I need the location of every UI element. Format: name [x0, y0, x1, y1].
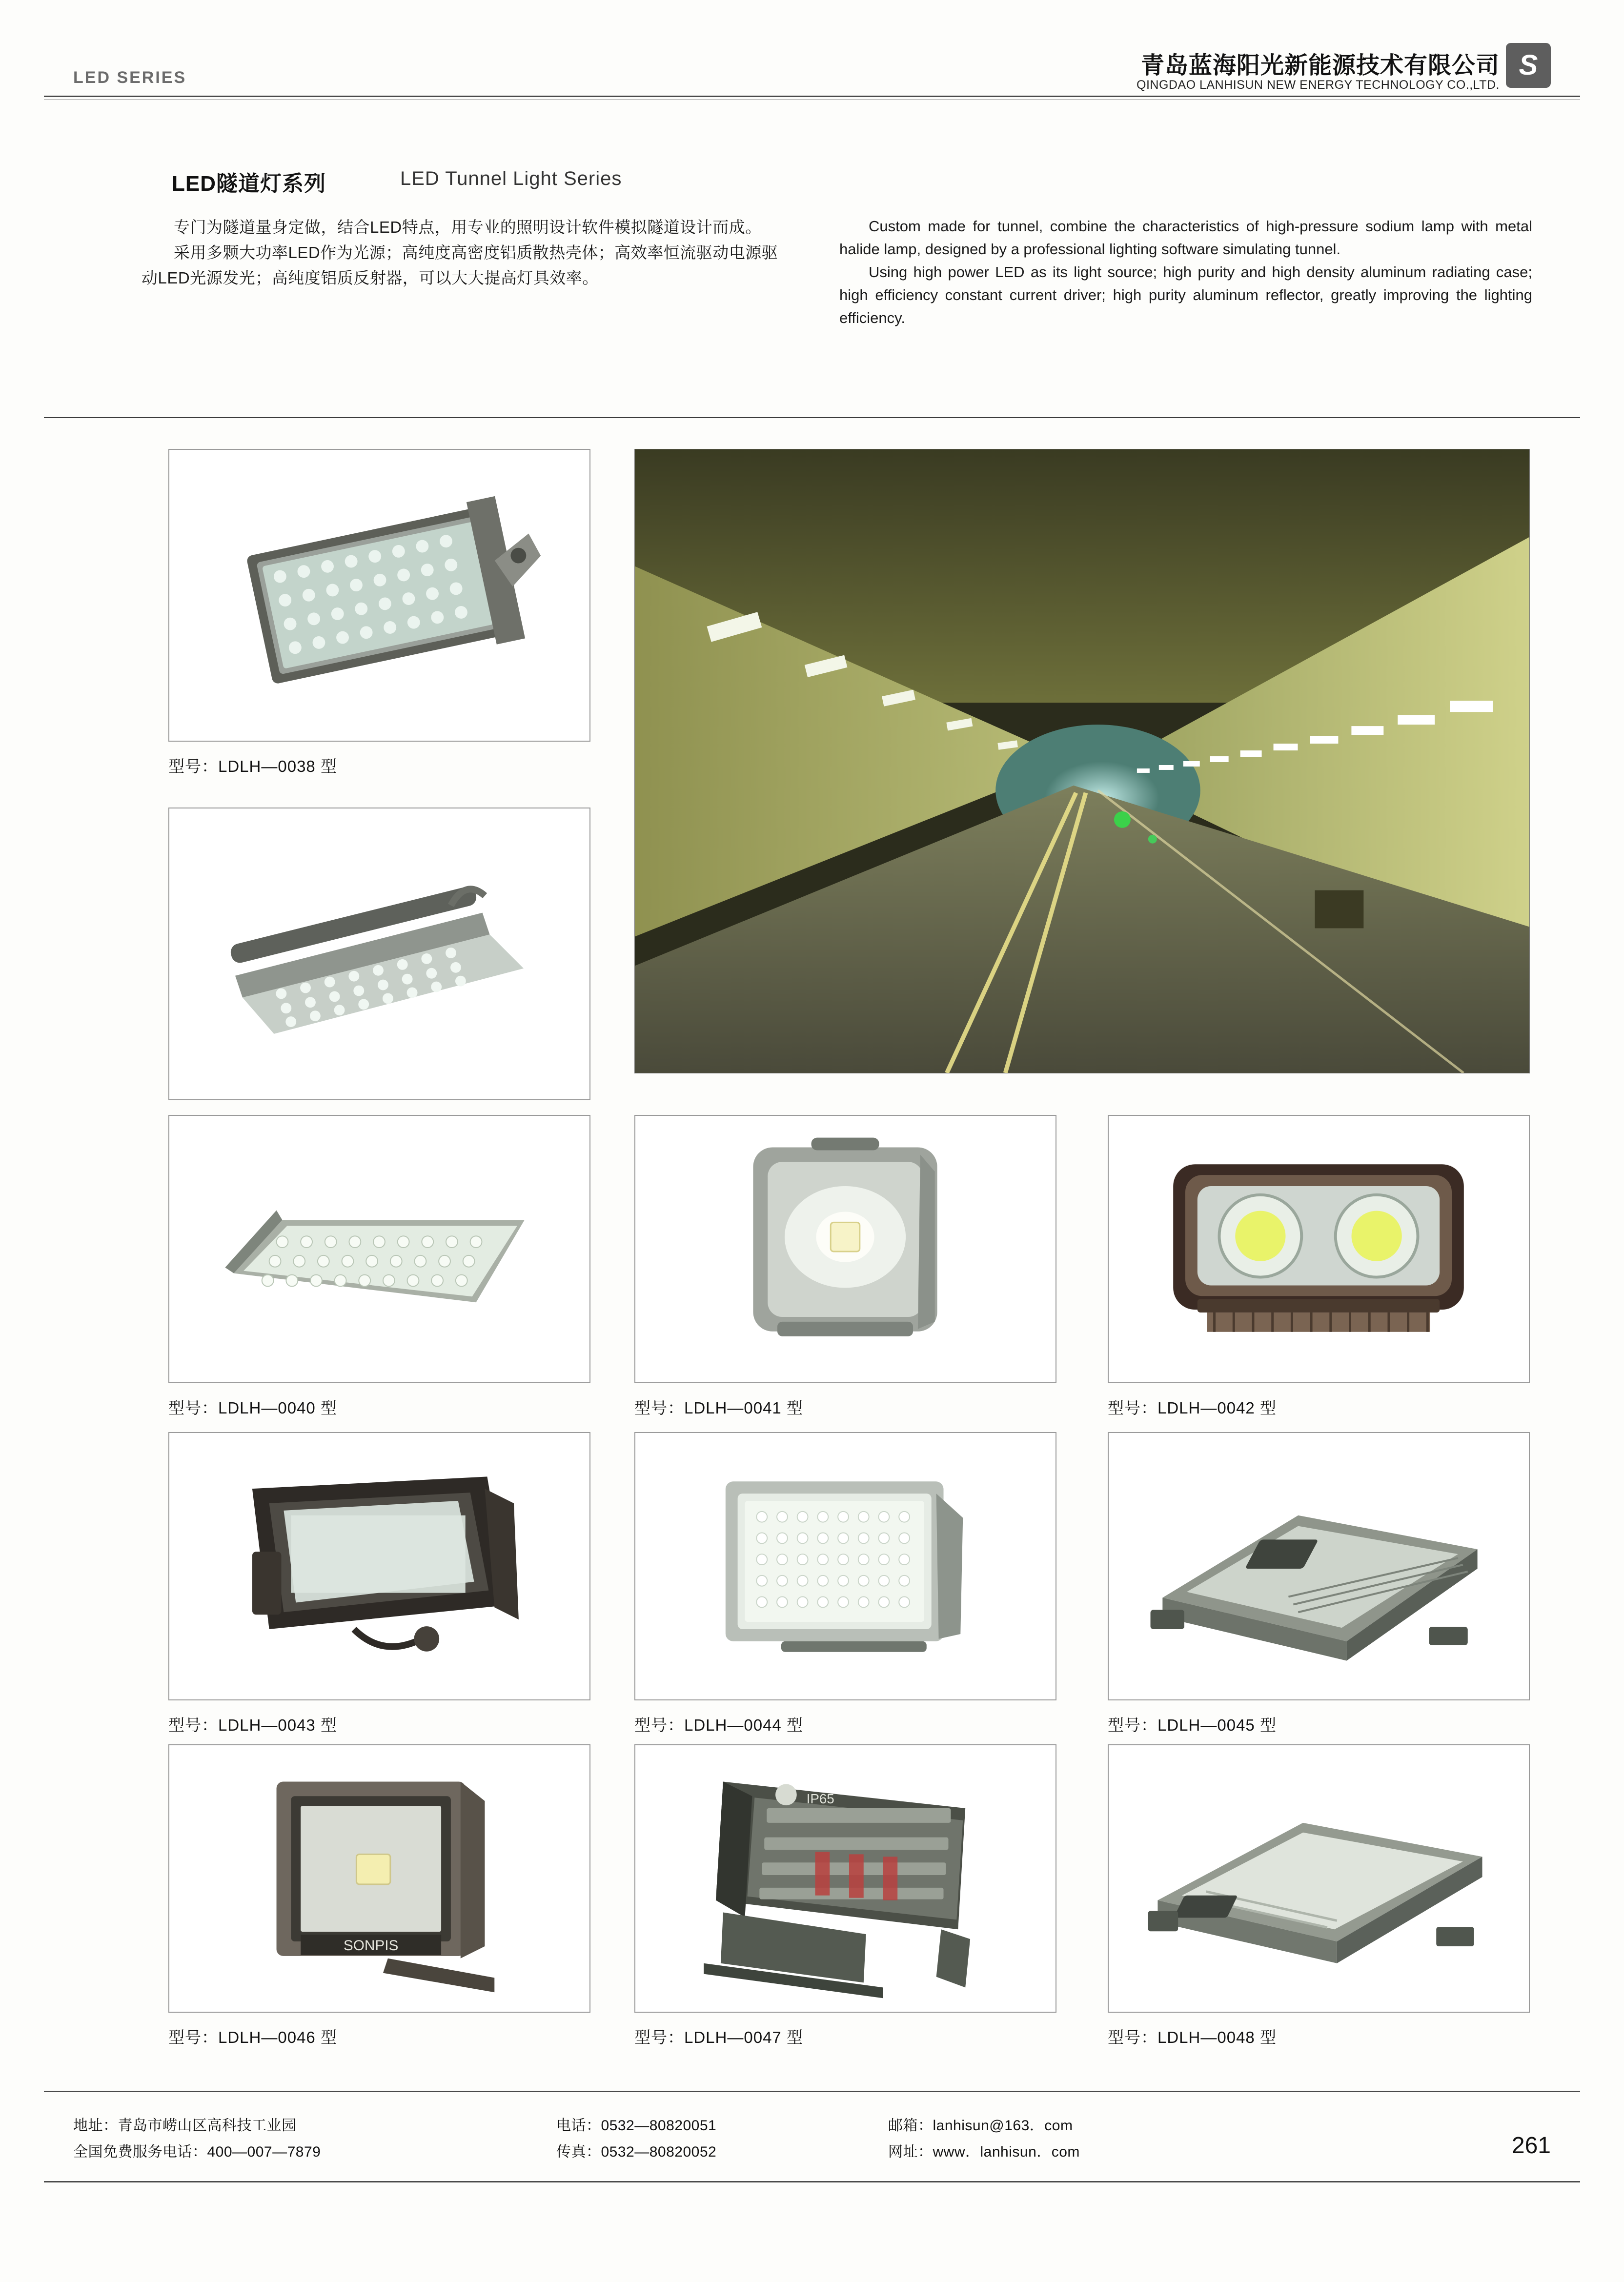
- product-cell-0044: [634, 1432, 1056, 1744]
- footer-email-line: [888, 2113, 1080, 2139]
- footer-fax-label: 传真：: [556, 2144, 601, 2160]
- footer-address-value: 青岛市崂山区高科技工业园: [118, 2118, 297, 2134]
- tunnel-photo: [634, 449, 1530, 1073]
- page-number: 261: [1511, 2133, 1551, 2159]
- product-caption-0044: 型号：LDLH—0044 型: [634, 1716, 803, 1734]
- footer-divider-top: [44, 2091, 1580, 2092]
- intro-text-en: [839, 215, 1532, 329]
- lamp-brand-mark: SONPIS: [343, 1937, 399, 1954]
- footer-web-label: 网址：: [888, 2144, 933, 2160]
- lamp-illustration-icon: [169, 1745, 589, 2012]
- company-logo-icon: [1506, 43, 1551, 88]
- product-caption-0038: 型号：LDLH—0038 型: [168, 757, 337, 775]
- product-caption-0043: 型号：LDLH—0043 型: [168, 1716, 337, 1734]
- product-photo-0041: [634, 1115, 1056, 1383]
- lamp-illustration-icon: [169, 1433, 589, 1699]
- footer-tel-line: [556, 2113, 716, 2139]
- footer-address-line: [73, 2113, 321, 2139]
- footer-address-label: 地址：: [73, 2118, 118, 2134]
- lamp-illustration-icon: [1109, 1116, 1529, 1382]
- lamp-illustration-icon: [635, 1433, 1056, 1699]
- product-caption-0045: 型号：LDLH—0045 型: [1108, 1716, 1277, 1734]
- product-photo-0039: [168, 808, 590, 1100]
- header-divider: [44, 96, 1580, 97]
- footer-hotline-line: [73, 2139, 321, 2165]
- page-title-en: LED Tunnel Light Series: [400, 168, 622, 189]
- product-photo-0047: [634, 1744, 1056, 2013]
- product-cell-0046: [168, 1744, 590, 2057]
- intro-cn-paragraph-1: 专门为隧道量身定做，结合LED特点，用专业的照明设计软件模拟隧道设计而成。: [174, 218, 762, 236]
- footer-tel-label: 电话：: [556, 2118, 601, 2134]
- gallery-divider: [44, 417, 1580, 418]
- footer-fax-line: [556, 2139, 716, 2165]
- footer-web-value[interactable]: www．lanhisun．com: [933, 2144, 1080, 2160]
- product-cell-0047: [634, 1744, 1056, 2057]
- footer-web-line: [888, 2139, 1080, 2165]
- lamp-illustration-icon: [169, 450, 589, 741]
- product-photo-0048: [1108, 1744, 1530, 2013]
- product-caption-0048: 型号：LDLH—0048 型: [1108, 2028, 1277, 2046]
- page-title-cn: LED隧道灯系列: [172, 172, 326, 196]
- footer-email-label: 邮箱：: [888, 2118, 933, 2134]
- product-caption-0046: 型号：LDLH—0046 型: [168, 2028, 337, 2046]
- product-photo-0040: [168, 1115, 590, 1383]
- product-cell-0039: [168, 808, 590, 1144]
- intro-cn-paragraph-2: 采用多颗大功率LED作为光源；高纯度高密度铝质散热壳体；高效率恒流驱动电源驱动LED光源发光；高纯度铝质反射器，可以大大提高灯具效率。: [142, 243, 778, 287]
- logo-glyph: S: [1519, 49, 1538, 81]
- footer-fax-value: 0532—80820052: [601, 2144, 717, 2160]
- company-name-en: QINGDAO LANHISUN NEW ENERGY TECHNOLOGY CO.,LTD.: [1137, 78, 1500, 92]
- header-divider-thin: [44, 99, 1580, 100]
- lamp-illustration-icon: [1109, 1433, 1529, 1699]
- product-cell-0043: [168, 1432, 590, 1744]
- footer-email-value[interactable]: lanhisun@163．com: [933, 2118, 1073, 2134]
- footer-hotline-value: 400—007—7879: [207, 2144, 321, 2160]
- product-caption-0041: 型号：LDLH—0041 型: [634, 1399, 803, 1417]
- tunnel-photo-cell: [634, 449, 1530, 1110]
- product-cell-0045: [1108, 1432, 1530, 1744]
- lamp-illustration-icon: [1109, 1745, 1529, 2012]
- product-photo-0045: [1108, 1432, 1530, 1700]
- footer-phone-block: [556, 2113, 716, 2165]
- footer-divider-bottom: [44, 2181, 1580, 2182]
- product-cell-0041: [634, 1115, 1056, 1427]
- product-caption-0040: 型号：LDLH—0040 型: [168, 1399, 337, 1417]
- tunnel-scene-image: [635, 449, 1529, 1073]
- lamp-illustration-icon: [635, 1745, 1056, 2012]
- footer-address-block: [73, 2113, 321, 2165]
- product-cell-0048: [1108, 1744, 1530, 2057]
- lamp-ip-mark: IP65: [806, 1791, 834, 1807]
- footer-tel-value: 0532—80820051: [601, 2118, 717, 2134]
- product-cell-0042: [1108, 1115, 1530, 1427]
- lamp-illustration-icon: [169, 808, 589, 1099]
- page-header: [0, 0, 1624, 98]
- lamp-illustration-icon: [635, 1116, 1056, 1382]
- product-photo-0044: [634, 1432, 1056, 1700]
- product-photo-0042: [1108, 1115, 1530, 1383]
- product-cell-0040: [168, 1115, 590, 1427]
- product-photo-0038: [168, 449, 590, 742]
- product-caption-0047: 型号：LDLH—0047 型: [634, 2028, 803, 2046]
- product-photo-0046: [168, 1744, 590, 2013]
- company-name-cn: 青岛蓝海阳光新能源技术有限公司: [1140, 53, 1500, 79]
- series-label: LED SERIES: [73, 68, 187, 87]
- intro-en-paragraph-2: Using high power LED as its light source; high purity and high density aluminum radiating case; high efficiency constant current driver; high purity aluminum reflector, greatly improving the lighting efficiency.: [839, 263, 1532, 326]
- intro-text-cn: [142, 215, 791, 291]
- product-cell-0038: [168, 449, 590, 786]
- intro-en-paragraph-1: Custom made for tunnel, combine the characteristics of high-pressure sodium lamp with metal halide lamp, designed by a professional lighting software simulating tunnel.: [839, 218, 1532, 258]
- product-photo-0043: [168, 1432, 590, 1700]
- footer-online-block: [888, 2113, 1080, 2165]
- footer-hotline-label: 全国免费服务电话：: [73, 2144, 207, 2160]
- lamp-illustration-icon: [169, 1116, 589, 1382]
- product-caption-0042: 型号：LDLH—0042 型: [1108, 1399, 1277, 1417]
